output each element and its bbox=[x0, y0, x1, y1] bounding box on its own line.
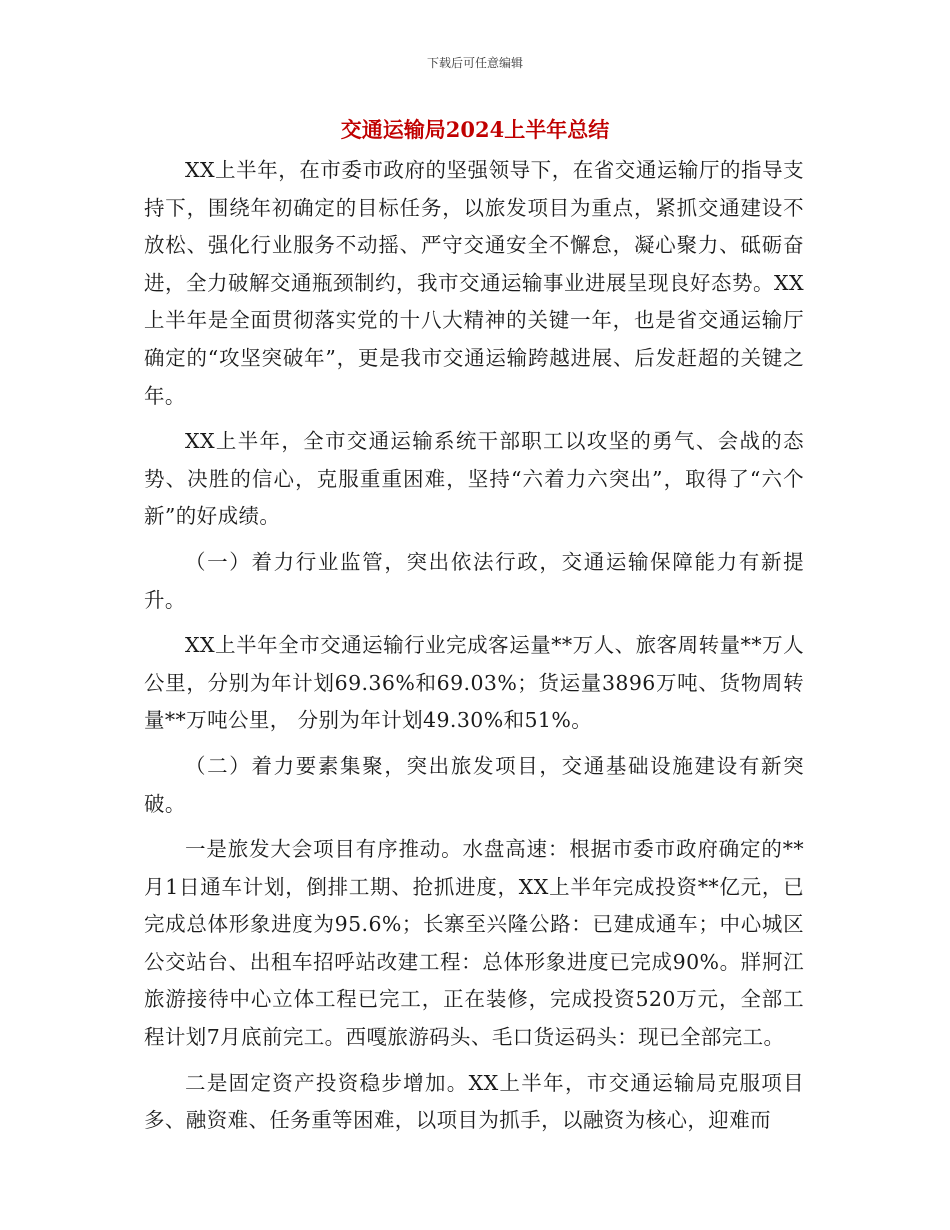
header-note: 下载后可任意编辑 bbox=[426, 56, 523, 70]
document-title: 交通运输局2024上半年总结 bbox=[340, 117, 610, 142]
section-heading-2: （二）着力要素集聚，突出旅发项目，交通基础设施建设有新突破。 bbox=[144, 753, 804, 816]
paragraph-transport-volume: XX上半年全市交通运输行业完成客运量**万人、旅客周转量**万人公里，分别为年计划69.36%和69.03%；货运量3896万吨、货物周转量**万吨公里， 分别为年计划49.30%和51%。 bbox=[144, 633, 804, 733]
paragraph-intro: XX上半年，在市委市政府的坚强领导下，在省交通运输厅的指导支持下，围绕年初确定的目标任务，以旅发项目为重点，紧抓交通建设不放松、强化行业服务不动摇、严守交通安全不懈怠，凝心聚力、砥砺奋进，全力破解交通瓶颈制约，我市交通运输事业进展呈现良好态势。XX上半年是全面贯彻落实党的十八大精神的关键一年，也是省交通运输厅确定的“攻坚突破年”，更是我市交通运输跨越进展、后发赶超的关键之年。 bbox=[144, 158, 804, 408]
section-heading-1: （一）着力行业监管，突出依法行政，交通运输保障能力有新提升。 bbox=[144, 549, 804, 612]
document-body bbox=[144, 152, 804, 1148]
paragraph-projects: 一是旅发大会项目有序推动。水盘高速：根据市委市政府确定的**月1日通车计划，倒排工期、抢抓进度，XX上半年完成投资**亿元，已完成总体形象进度为95.6%；长寨至兴隆公路：已建成通车；中心城区公交站台、出租车招呼站改建工程：总体形象进度已完成90%。牂牁江旅游接待中心立体工程已完工，正在装修，完成投资520万元，全部工程计划7月底前完工。西嘎旅游码头、毛口货运码头：现已全部完工。 bbox=[144, 837, 804, 1050]
paragraph-achievements: XX上半年，全市交通运输系统干部职工以攻坚的勇气、会战的态势、决胜的信心，克服重重困难，坚持“六着力六突出”，取得了“六个新”的好成绩。 bbox=[144, 429, 804, 529]
paragraph-investment: 二是固定资产投资稳步增加。XX上半年，市交通运输局克服项目多、融资难、任务重等困难，以项目为抓手，以融资为核心，迎难而 bbox=[144, 1070, 804, 1133]
